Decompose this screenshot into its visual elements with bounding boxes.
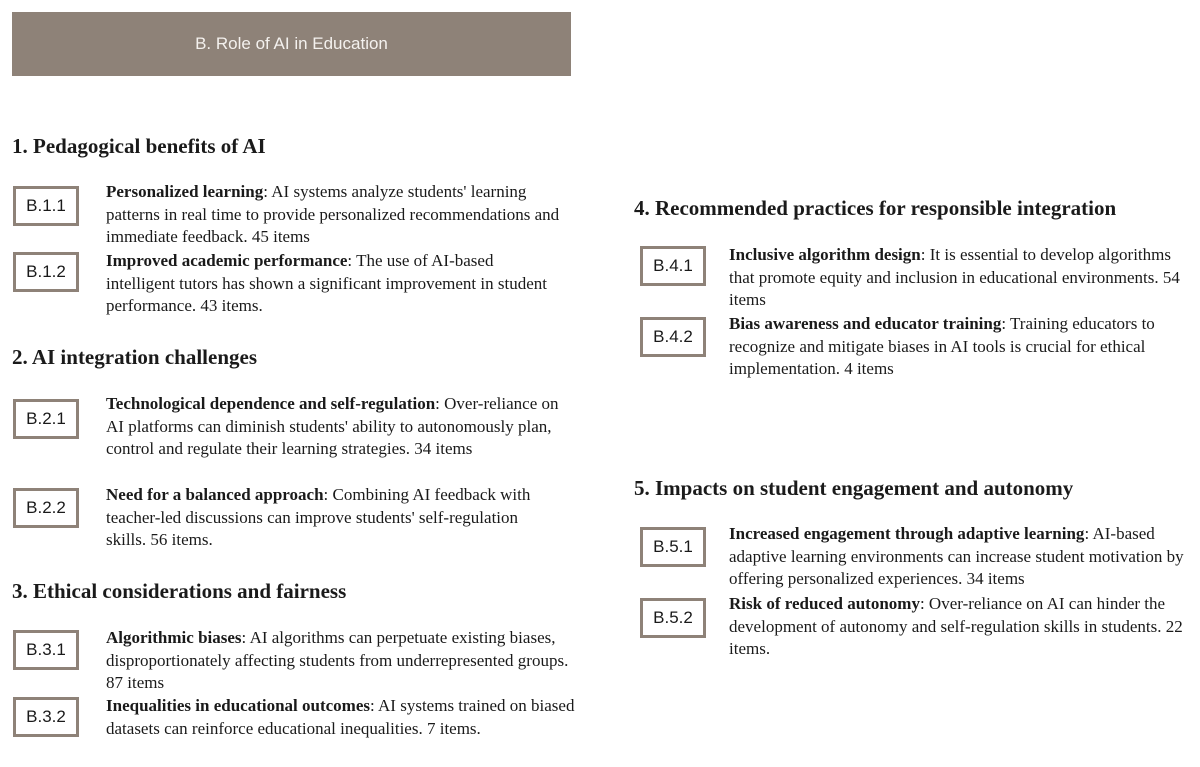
- item-text: : Training educators to recognize and mitigate biases in AI tools is crucial for ethical implementation. 4 items: [729, 314, 1155, 379]
- code-label: B.5.1: [653, 537, 693, 556]
- code-box-b51: [640, 527, 706, 567]
- item-term: Technological dependence and self-regulation: [106, 394, 436, 413]
- code-label: B.3.1: [26, 640, 66, 659]
- item-text: : It is essential to develop algorithms that promote equity and inclusion in educational environments. 54 items: [729, 245, 1180, 310]
- code-box-b21: [13, 399, 79, 439]
- section-title-2: 2. AI integration challenges: [12, 345, 257, 369]
- code-label: B.2.1: [26, 409, 66, 428]
- item-description-b42: [729, 313, 1179, 381]
- item-term: Increased engagement through adaptive learning: [729, 524, 1085, 543]
- item-description-b41: [729, 244, 1197, 312]
- code-box-b12: [13, 252, 79, 292]
- item-term: Improved academic performance: [106, 251, 348, 270]
- item-text: : AI algorithms can perpetuate existing biases, disproportionately affecting students from underrepresented groups. 87 items: [106, 628, 569, 693]
- code-box-b42: [640, 317, 706, 357]
- code-label: B.4.1: [653, 256, 693, 275]
- code-label: B.3.2: [26, 707, 66, 726]
- code-label: B.4.2: [653, 327, 693, 346]
- item-text: : Combining AI feedback with teacher-led discussions can improve students' self-regulation skills. 56 items.: [106, 485, 531, 550]
- section-title-5: 5. Impacts on student engagement and autonomy: [634, 476, 1074, 500]
- item-term: Need for a balanced approach: [106, 485, 324, 504]
- code-label: B.1.1: [26, 196, 66, 215]
- item-term: Risk of reduced autonomy: [729, 594, 920, 613]
- item-description-b52: [729, 593, 1184, 661]
- code-label: B.1.2: [26, 262, 66, 281]
- item-term: Personalized learning: [106, 182, 264, 201]
- code-box-b31: [13, 630, 79, 670]
- section-title-3: 3. Ethical considerations and fairness: [12, 579, 347, 603]
- item-description-b12: [106, 250, 561, 318]
- section-title-1: 1. Pedagogical benefits of AI: [12, 134, 266, 158]
- code-label: B.2.2: [26, 498, 66, 517]
- item-description-b31: [106, 627, 576, 695]
- item-text: : The use of AI-based intelligent tutors has shown a significant improvement in student performance. 43 items.: [106, 251, 547, 316]
- item-description-b11: [106, 181, 561, 249]
- section-banner: [12, 12, 571, 76]
- item-text: : AI-based adaptive learning environments can increase student motivation by offering personalized experiences. 34 items: [729, 524, 1184, 589]
- item-text: : Over-reliance on AI platforms can diminish students' ability to autonomously plan, control and regulate their learning strategies. 34 items: [106, 394, 559, 459]
- code-box-b41: [640, 246, 706, 286]
- item-description-b21: [106, 393, 561, 461]
- item-description-b51: [729, 523, 1191, 591]
- item-text: : AI systems trained on biased datasets can reinforce educational inequalities. 7 items.: [106, 696, 575, 738]
- item-text: : AI systems analyze students' learning patterns in real time to provide personalized recommendations and immediate feedback. 45 items: [106, 182, 560, 247]
- code-label: B.5.2: [653, 608, 693, 627]
- item-description-b32: [106, 695, 576, 740]
- code-box-b11: [13, 186, 79, 226]
- code-box-b52: [640, 598, 706, 638]
- item-term: Algorithmic biases: [106, 628, 242, 647]
- code-box-b22: [13, 488, 79, 528]
- item-term: Inequalities in educational outcomes: [106, 696, 370, 715]
- code-box-b32: [13, 697, 79, 737]
- section-title-4: 4. Recommended practices for responsible integration: [634, 196, 1117, 220]
- item-text: : Over-reliance on AI can hinder the development of autonomy and self-regulation skills in students. 22 items.: [729, 594, 1183, 659]
- item-description-b22: [106, 484, 561, 552]
- item-term: Inclusive algorithm design: [729, 245, 921, 264]
- item-term: Bias awareness and educator training: [729, 314, 1002, 333]
- banner-title: B. Role of AI in Education: [195, 34, 388, 53]
